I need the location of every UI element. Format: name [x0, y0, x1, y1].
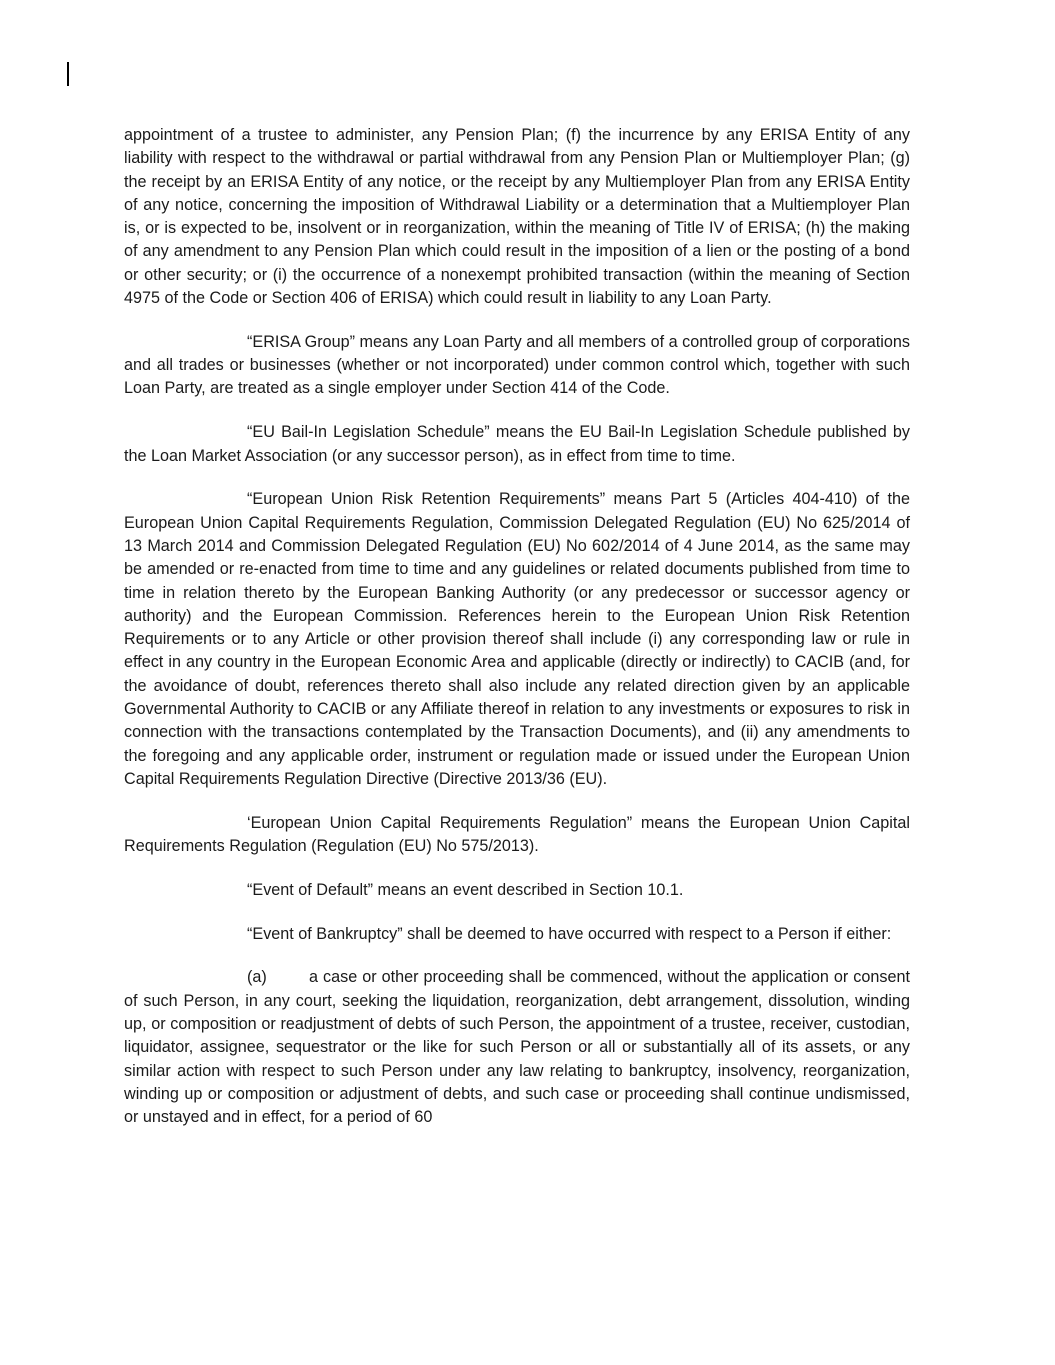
definition-eu-capital-requirements-regulation: ‘European Union Capital Requirements Regulation” means the European Union Capital Requirements Regulation (Regulation (EU) No 575/2013). — [124, 813, 910, 856]
definition-event-of-default: “Event of Default” means an event described in Section 10.1. — [247, 880, 684, 899]
subparagraph-a — [124, 966, 910, 1129]
subparagraph-text: a case or other proceeding shall be commenced, without the application or consent of such Person, in any court, seeking the liquidation, reorganization, debt arrangement, dissolution, winding up, or composition or readjustment of debts of such Person, the appointment of a trustee, receiver, custodian, liquidator, assignee, sequestrator or the like for such Person or all or substantially all of its assets, or any similar action with respect to such Person under any law relating to bankruptcy, insolvency, reorganization, winding up or composition or adjustment of debts, and such case or proceeding shall continue undismissed, or unstayed and in effect, for a period of 60 — [124, 968, 910, 1127]
paragraph-erisa-event-continued: appointment of a trustee to administer, any Pension Plan; (f) the incurrence by any ERISA Entity of any liability with respect to the withdrawal or partial withdrawal from any Pension Plan or Multiemployer Plan; (g) the receipt by an ERISA Entity of any notice, or the receipt by any Multiemployer Plan from any ERISA Entity of any notice, concerning the imposition of Withdrawal Liability or a determination that a Multiemployer Plan is, or is expected to be, insolvent or in reorganization, within the meaning of Title IV of ERISA; (h) the making of any amendment to any Pension Plan which could result in the imposition of a lien or the posting of a bond or other security; or (i) the occurrence of a nonexempt prohibited transaction (within the meaning of Section 4975 of the Code or Section 406 of ERISA) which could result in liability to any Loan Party. — [124, 126, 910, 308]
definition-event-of-bankruptcy: “Event of Bankruptcy” shall be deemed to have occurred with respect to a Person if either: — [247, 924, 892, 943]
document-body — [124, 124, 910, 1150]
definition-eu-risk-retention-requirements: “European Union Risk Retention Requirements” means Part 5 (Articles 404-410) of the European Union Capital Requirements Regulation, Commission Delegated Regulation (EU) No 625/2014 of 13 March 2014 and Commission Delegated Regulation (EU) No 602/2014 of 4 June 2014, as the same may be amended or re-enacted from time to time and any guidelines or related documents published from time to time in relation thereto by the European Banking Authority (or any predecessor or successor agency or authority) and the European Commission. References herein to the European Union Risk Retention Requirements or to any Article or other provision thereof shall include (i) any corresponding law or rule in effect in any country in the European Economic Area and applicable (directly or indirectly) to CACIB (and, for the avoidance of doubt, references thereto shall also include any related direction given by an applicable Governmental Authority to CACIB or any Affiliate thereof in relation to any investments or exposures to risk in connection with the transactions contemplated by the Transaction Documents), and (ii) any amendments to the foregoing and any applicable order, instrument or regulation made or issued under the European Union Capital Requirements Regulation Directive (Directive 2013/36 (EU). — [124, 490, 910, 788]
definition-eu-bail-in-legislation-schedule: “EU Bail-In Legislation Schedule” means the EU Bail-In Legislation Schedule published by the Loan Market Association (or any successor person), as in effect from time to time. — [124, 423, 910, 465]
subparagraph-label: (a) — [247, 968, 267, 987]
definition-erisa-group: “ERISA Group” means any Loan Party and all members of a controlled group of corporations and all trades or businesses (whether or not incorporated) under common control which, together with such Loan Party, are treated as a single employer under Section 414 of the Code. — [124, 332, 910, 398]
text-cursor — [67, 62, 69, 86]
